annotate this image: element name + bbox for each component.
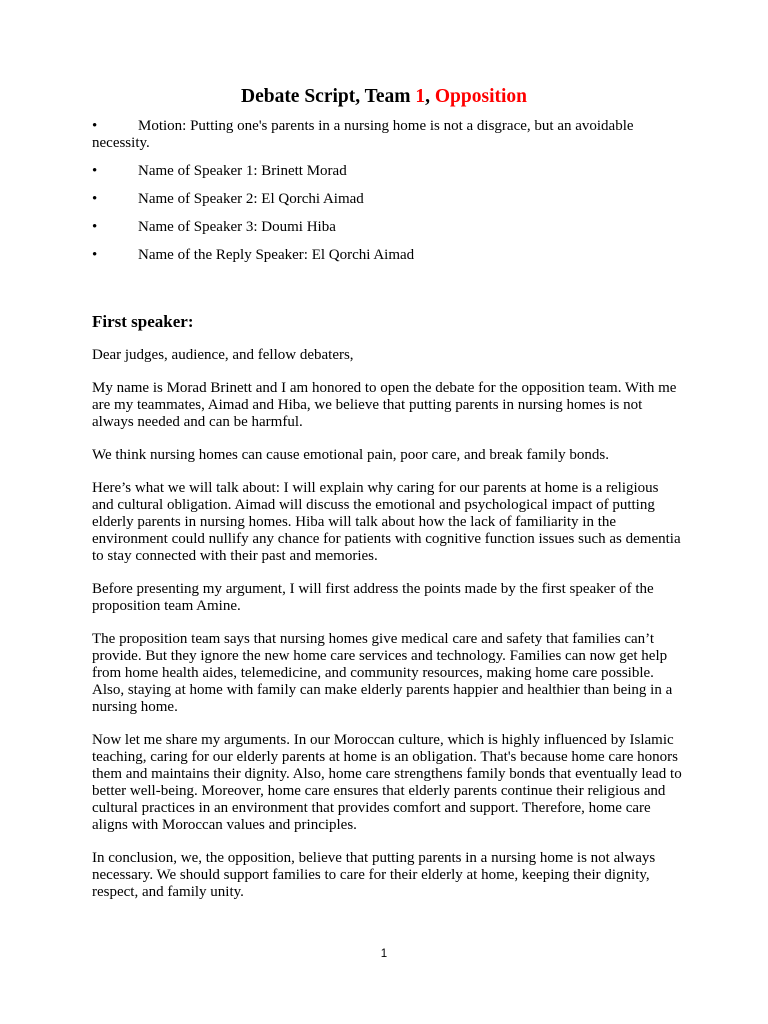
reply-speaker-text: Name of the Reply Speaker: El Qorchi Aimad	[138, 247, 415, 263]
bullet-marker: •	[92, 118, 98, 134]
bullet-speaker-3	[92, 219, 682, 236]
bullet-marker: •	[92, 247, 98, 263]
bullet-marker: •	[92, 191, 98, 207]
paragraph-arguments: Now let me share my arguments. In our Moroccan culture, which is highly influenced by Islamic teaching, caring for our elderly parents at home is an obligation. That's because home care honors them and maintains their dignity. Also, home care strengthens family bonds that eventually lead to better well-being. Moreover, home care ensures that elderly parents continue their religious and cultural practices in an environment that provides comfort and support. Therefore, home care aligns with Moroccan values and principles.	[92, 732, 682, 833]
title-side: Opposition	[434, 86, 528, 107]
speaker-3-text: Name of Speaker 3: Doumi Hiba	[138, 219, 336, 235]
paragraph-greeting: Dear judges, audience, and fellow debaters,	[92, 347, 354, 363]
page-number: 1	[380, 948, 388, 960]
paragraph-thesis: We think nursing homes can cause emotional pain, poor care, and break family bonds.	[92, 447, 609, 463]
section-heading: First speaker:	[92, 312, 194, 331]
bullet-speaker-2	[92, 191, 682, 208]
paragraph-introduction: My name is Morad Brinett and I am honored to open the debate for the opposition team. With me are my teammates, Aimad and Hiba, we believe that putting parents in nursing homes is not always needed and can be harmful.	[92, 380, 677, 430]
bullet-motion	[92, 118, 682, 152]
document-title	[0, 86, 768, 108]
title-prefix: Debate Script, Team	[240, 86, 416, 107]
paragraph-roadmap: Here’s what we will talk about: I will explain why caring for our parents at home is a religious and cultural obligation. Aimad will discuss the emotional and psychological impact of putting elderly parents in nursing homes. Hiba will talk about how the lack of familiarity in the environment could nullify any chance for patients with cognitive function issues such as dementia to stay connected with their past and memories.	[92, 480, 681, 564]
paragraph-rebuttal-intro: Before presenting my argument, I will first address the points made by the first speaker of the proposition team Amine.	[92, 581, 654, 614]
speaker-2-text: Name of Speaker 2: El Qorchi Aimad	[138, 191, 364, 207]
title-separator: ,	[425, 86, 435, 107]
bullet-speaker-1	[92, 163, 682, 180]
speech-body	[92, 347, 682, 917]
paragraph-conclusion: In conclusion, we, the opposition, believe that putting parents in a nursing home is not always necessary. We should support families to care for their elderly at home, keeping their dignity, respect, and family unity.	[92, 850, 656, 900]
paragraph-rebuttal: The proposition team says that nursing homes give medical care and safety that families can’t provide. But they ignore the new home care services and technology. Families can now get help from home health aides, telemedicine, and community resources, making home care possible. Also, staying at home with family can make elderly parents happier and healthier than being in a nursing home.	[92, 631, 673, 715]
bullet-list	[92, 118, 682, 264]
motion-text: Motion: Putting one's parents in a nursing home is not a disgrace, but an avoidable necessity.	[92, 118, 634, 151]
bullet-marker: •	[92, 219, 98, 235]
title-team-number: 1	[415, 86, 426, 107]
bullet-marker: •	[92, 163, 98, 179]
speaker-1-text: Name of Speaker 1: Brinett Morad	[138, 163, 347, 179]
bullet-reply-speaker	[92, 247, 682, 264]
